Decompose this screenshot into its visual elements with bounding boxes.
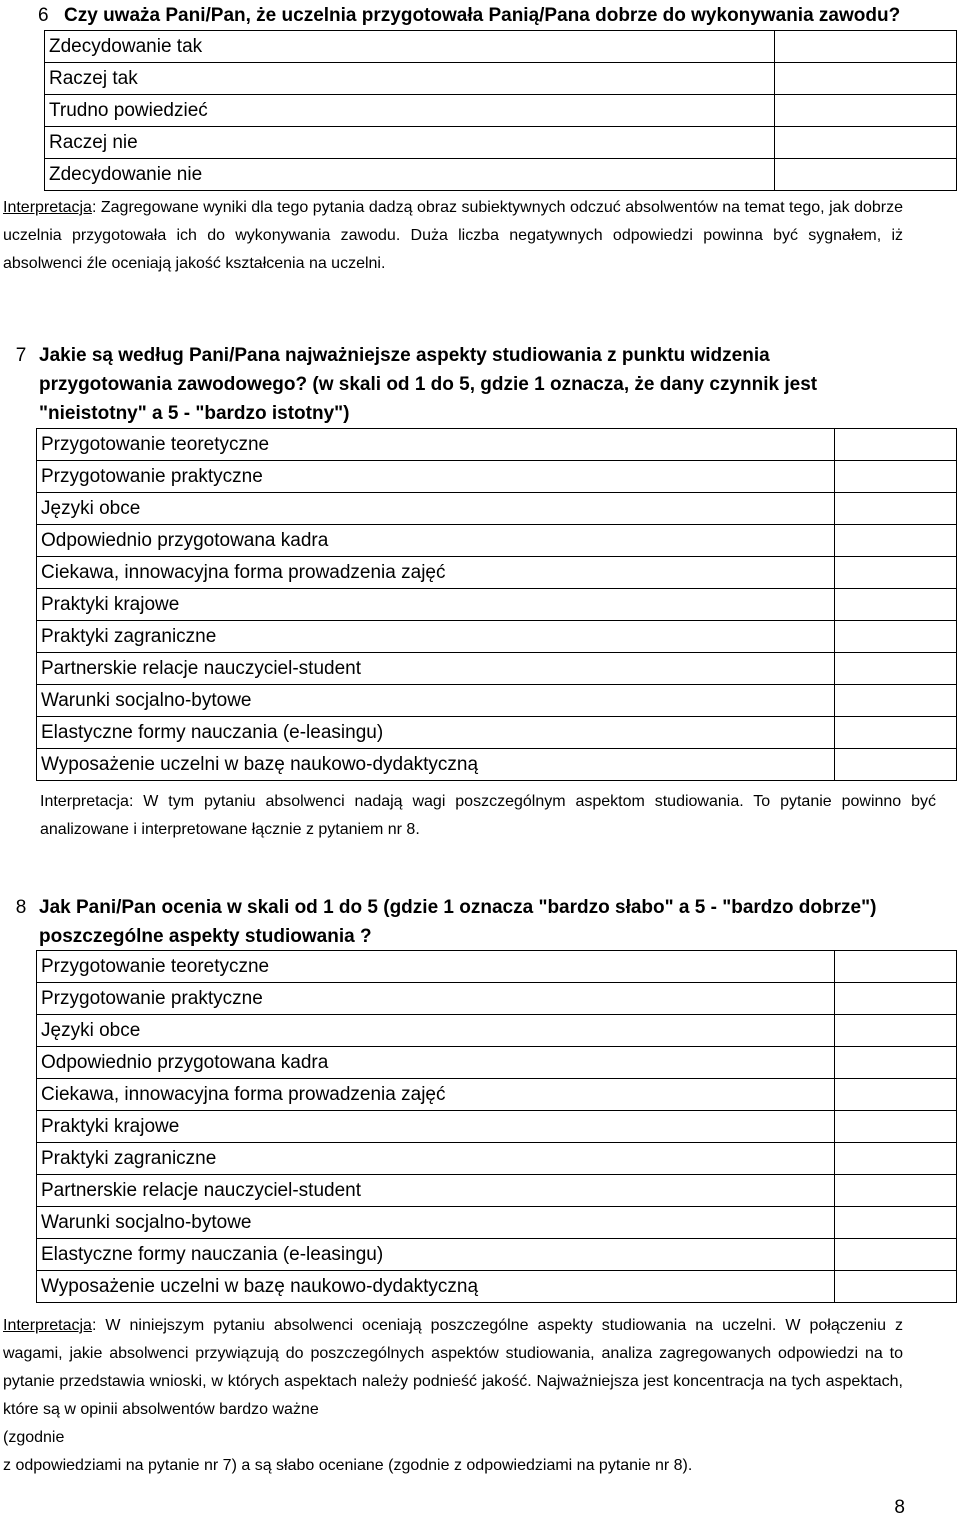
option-label: Elastyczne formy nauczania (e-leasingu) bbox=[37, 717, 835, 749]
answer-box[interactable] bbox=[835, 525, 957, 557]
option-label: Ciekawa, innowacyjna forma prowadzenia zajęć bbox=[37, 557, 835, 589]
answer-box[interactable] bbox=[835, 717, 957, 749]
option-label: Ciekawa, innowacyjna forma prowadzenia zajęć bbox=[37, 1079, 835, 1111]
answer-box[interactable] bbox=[775, 127, 957, 159]
question-6-number: 6 bbox=[38, 5, 49, 26]
question-8-options-table bbox=[36, 950, 957, 1303]
answer-box[interactable] bbox=[835, 685, 957, 717]
option-row bbox=[37, 429, 957, 461]
question-7-scale-note: (w skali od 1 do 5, gdzie 1 oznacza, że dany czynnik jest "nieistotny" a 5 - "bardzo istotny") bbox=[39, 374, 818, 424]
option-label: Praktyki krajowe bbox=[37, 589, 835, 621]
option-label: Praktyki zagraniczne bbox=[37, 1143, 835, 1175]
option-label: Partnerskie relacje nauczyciel-student bbox=[37, 1175, 835, 1207]
answer-box[interactable] bbox=[775, 95, 957, 127]
option-label: Przygotowanie praktyczne bbox=[37, 461, 835, 493]
answer-box[interactable] bbox=[835, 429, 957, 461]
answer-box[interactable] bbox=[835, 1239, 957, 1271]
option-label: Warunki socjalno-bytowe bbox=[37, 685, 835, 717]
answer-box[interactable] bbox=[835, 653, 957, 685]
answer-box[interactable] bbox=[835, 1175, 957, 1207]
option-label: Partnerskie relacje nauczyciel-student bbox=[37, 653, 835, 685]
option-label: Praktyki krajowe bbox=[37, 1111, 835, 1143]
option-row bbox=[37, 557, 957, 589]
option-label: Odpowiednio przygotowana kadra bbox=[37, 1047, 835, 1079]
option-row bbox=[37, 589, 957, 621]
option-row bbox=[37, 685, 957, 717]
answer-box[interactable] bbox=[835, 951, 957, 983]
option-row bbox=[37, 653, 957, 685]
option-row bbox=[37, 1207, 957, 1239]
answer-box[interactable] bbox=[835, 557, 957, 589]
option-row bbox=[45, 127, 957, 159]
interpretation-text: : Zagregowane wyniki dla tego pytania dadzą obraz subiektywnych odczuć absolwentów na temat tego, jak dobrze uczelnia przygotowała ich do wykonywania zawodu. Duża liczba negatywnych odpowiedzi powinna być sygnałem, iż absolwenci źle oceniają jakość kształcenia na uczelni. bbox=[3, 199, 903, 272]
interpretation-text-tail-2: z odpowiedziami na pytanie nr 7) a są słabo oceniane (zgodnie z odpowiedziami na pytanie nr 8). bbox=[3, 1457, 693, 1474]
option-row bbox=[37, 1239, 957, 1271]
option-row bbox=[37, 749, 957, 781]
question-7-number: 7 bbox=[15, 345, 27, 366]
option-label: Elastyczne formy nauczania (e-leasingu) bbox=[37, 1239, 835, 1271]
option-row bbox=[37, 1111, 957, 1143]
answer-box[interactable] bbox=[835, 1207, 957, 1239]
interpretation-text: Interpretacja: W tym pytaniu absolwenci nadają wagi poszczególnym aspektom studiowania. To pytanie powinno być analizowane i interpretowane łącznie z pytaniem nr 8. bbox=[40, 793, 936, 838]
option-row bbox=[37, 1271, 957, 1303]
option-label: Zdecydowanie tak bbox=[45, 31, 775, 63]
answer-box[interactable] bbox=[835, 1079, 957, 1111]
option-label: Języki obce bbox=[37, 493, 835, 525]
answer-box[interactable] bbox=[835, 1143, 957, 1175]
option-row bbox=[37, 1143, 957, 1175]
answer-box[interactable] bbox=[835, 589, 957, 621]
option-label: Wyposażenie uczelni w bazę naukowo-dydaktyczną bbox=[37, 1271, 835, 1303]
option-label: Praktyki zagraniczne bbox=[37, 621, 835, 653]
option-label: Przygotowanie teoretyczne bbox=[37, 951, 835, 983]
option-label: Odpowiednio przygotowana kadra bbox=[37, 525, 835, 557]
answer-box[interactable] bbox=[775, 31, 957, 63]
question-7-text: Jakie są według Pani/Pana najważniejsze aspekty studiowania z punktu widzenia przygotowania zawodowego? bbox=[39, 345, 770, 395]
answer-box[interactable] bbox=[835, 983, 957, 1015]
answer-box[interactable] bbox=[835, 493, 957, 525]
option-row bbox=[45, 31, 957, 63]
answer-box[interactable] bbox=[835, 461, 957, 493]
option-row bbox=[37, 717, 957, 749]
answer-box[interactable] bbox=[775, 63, 957, 95]
question-8-heading bbox=[3, 893, 938, 951]
answer-box[interactable] bbox=[835, 1047, 957, 1079]
question-6-interpretation bbox=[3, 194, 903, 278]
option-row bbox=[37, 951, 957, 983]
answer-box[interactable] bbox=[835, 621, 957, 653]
answer-box[interactable] bbox=[835, 1271, 957, 1303]
option-row bbox=[45, 63, 957, 95]
option-row bbox=[45, 159, 957, 191]
option-row bbox=[37, 983, 957, 1015]
option-label: Języki obce bbox=[37, 1015, 835, 1047]
question-6-heading bbox=[38, 1, 900, 30]
option-row bbox=[37, 493, 957, 525]
question-8-text: Jak Pani/Pan ocenia w skali od 1 do 5 (gdzie 1 oznacza "bardzo słabo" a 5 - "bardzo dobrze") poszczególne aspekty studiowania ? bbox=[39, 897, 877, 947]
option-row bbox=[37, 525, 957, 557]
interpretation-label: Interpretacja bbox=[3, 199, 92, 216]
option-label: Przygotowanie praktyczne bbox=[37, 983, 835, 1015]
answer-box[interactable] bbox=[835, 749, 957, 781]
option-row bbox=[37, 1015, 957, 1047]
option-label: Trudno powiedzieć bbox=[45, 95, 775, 127]
option-label: Wyposażenie uczelni w bazę naukowo-dydaktyczną bbox=[37, 749, 835, 781]
question-6-options-table bbox=[44, 30, 957, 191]
question-8-interpretation bbox=[3, 1312, 903, 1480]
option-label: Zdecydowanie nie bbox=[45, 159, 775, 191]
option-row bbox=[37, 1175, 957, 1207]
option-label: Warunki socjalno-bytowe bbox=[37, 1207, 835, 1239]
option-row bbox=[45, 95, 957, 127]
interpretation-text: : W niniejszym pytaniu absolwenci oceniają poszczególne aspekty studiowania na uczelni. W połączeniu z wagami, jakie absolwenci przywiązują do poszczególnych aspektów studiowania, analiza zagregowanych odpowiedzi na to pytanie przedstawia wnioski, w których aspektach należy podnieść jakość. Najważniejsza jest koncentracja na tych aspektach, które są w opinii absolwentów bardzo ważne bbox=[3, 1317, 903, 1418]
interpretation-label: Interpretacja bbox=[3, 1317, 92, 1334]
answer-box[interactable] bbox=[835, 1015, 957, 1047]
question-6-text: Czy uważa Pani/Pan, że uczelnia przygotowała Panią/Pana dobrze do wykonywania zawodu? bbox=[64, 5, 901, 26]
page-number: 8 bbox=[894, 1497, 905, 1518]
interpretation-text-tail-1: (zgodnie bbox=[3, 1429, 65, 1446]
option-row bbox=[37, 1047, 957, 1079]
option-label: Przygotowanie teoretyczne bbox=[37, 429, 835, 461]
answer-box[interactable] bbox=[835, 1111, 957, 1143]
option-label: Raczej tak bbox=[45, 63, 775, 95]
question-7-interpretation bbox=[40, 788, 936, 844]
question-7-options-table bbox=[36, 428, 957, 781]
question-8-number: 8 bbox=[15, 897, 27, 918]
option-row bbox=[37, 621, 957, 653]
option-label: Raczej nie bbox=[45, 127, 775, 159]
question-7-heading bbox=[3, 341, 883, 428]
answer-box[interactable] bbox=[775, 159, 957, 191]
option-row bbox=[37, 461, 957, 493]
option-row bbox=[37, 1079, 957, 1111]
